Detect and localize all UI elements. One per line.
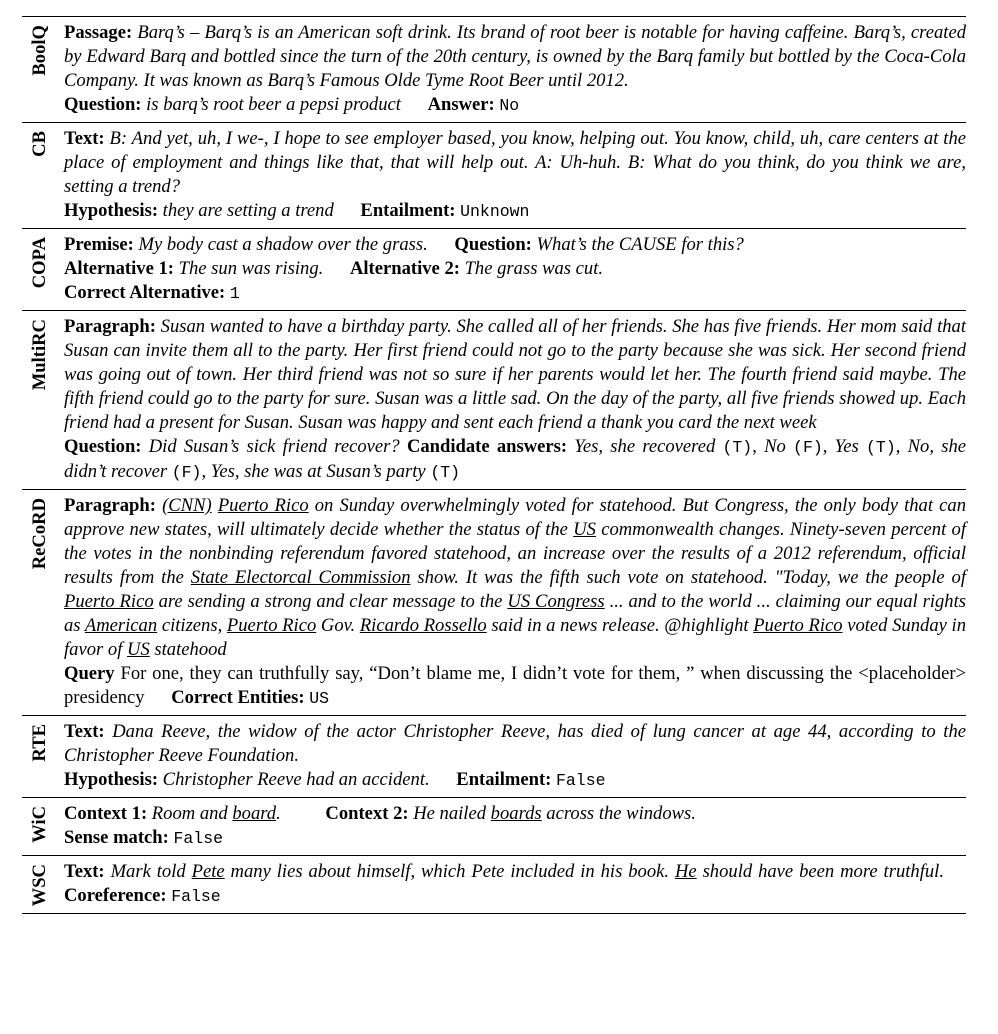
entity-mention: Ricardo Rossello: [359, 615, 487, 636]
question-text: What’s the CAUSE for this?: [536, 234, 744, 255]
candidate-answer: Yes, she was at Susan’s party: [210, 461, 426, 482]
entailment-label: Entailment:: [360, 200, 456, 221]
example-content: [64, 720, 966, 793]
query-label: Query: [64, 663, 115, 684]
paragraph-label: Paragraph:: [64, 495, 156, 516]
candidate-answer-label: (F): [171, 463, 202, 482]
question-label: Question:: [64, 94, 142, 115]
entailment-value: False: [555, 771, 606, 790]
example-content: Paragraph: Susan wanted to have a birthday party. She called all of her friends. She has five friends. Her mom said that Susan can invite them all to the party. Her first friend could not go to the party because she was sick. Her second friend was going out of town. Her third friend was not so sure if her parents would let her. The fourth friend said maybe. The fifth friend could go to the party for sure. Susan was a little sad. On the day of the party, all five friends showed up. Each friend had a present for Susan. Susan was happy and sent each friend a thank you card the next week Question: Did Susan’s sick friend recover? Candidate answers: Yes, she recovered (T), No (F), Yes (T), No, she didn’t recover (F), Yes, she was at Susan’s party (T): [64, 316, 966, 482]
text-body: Dana Reeve, the widow of the actor Christopher Reeve, has died of lung cancer at age 44, according to the Christopher Reeve Foundation.: [64, 721, 966, 766]
example-content: [64, 233, 966, 306]
answer-value: No: [499, 96, 520, 115]
hypothesis-text: they are setting a trend: [162, 200, 334, 221]
context-2-text: He nailed boards across the windows.: [413, 803, 696, 824]
text-body: Mark told Pete many lies about himself, which Pete included in his book. He should have been more truthful.: [110, 861, 944, 882]
entity-mention: Puerto Rico: [217, 495, 309, 516]
query-text: For one, they can truthfully say, “Don’t blame me, I didn’t vote for them, ” when discussing the <placeholder> presidency: [64, 663, 966, 708]
candidate-answer-label: (T): [430, 463, 461, 482]
alternative-1-label: Alternative 1:: [64, 258, 174, 279]
task-name-cell: [25, 856, 55, 913]
task-name: WiC: [29, 806, 50, 843]
paragraph-text: Susan wanted to have a birthday party. She called all of her friends. She has five friends. Her mom said that Susan can invite them all to the party. Her first friend could not go to the party because she was sick. Her second friend was going out of town. Her third friend was not so sure if her parents would let her. The fourth friend said maybe. The fifth friend could go to the party for sure. Susan was a little sad. On the day of the party, all five friends showed up. Each friend had a present for Susan. Susan was happy and sent each friend a thank you card the next week: [64, 316, 966, 433]
entity-mention: Puerto Rico: [64, 591, 154, 612]
example-content: [64, 127, 966, 224]
task-name-cell: [25, 229, 55, 310]
text-label: Text:: [64, 861, 105, 882]
target-word: boards: [490, 803, 542, 824]
task-name: WSC: [29, 864, 50, 907]
task-name: ReCoRD: [29, 498, 50, 570]
table-row-wsc: [22, 855, 966, 913]
example-content: [64, 802, 966, 851]
passage-label: Passage:: [64, 22, 133, 43]
table-row-multirc: [22, 310, 966, 489]
candidate-answer: No, she didn’t recover: [64, 436, 966, 482]
table-row-record: [22, 489, 966, 715]
task-name: COPA: [29, 237, 50, 289]
entity-mention: US Congress: [507, 591, 605, 612]
entity-mention: US: [573, 519, 596, 540]
entity-mention: (CNN): [162, 495, 212, 516]
task-name-cell: [25, 798, 55, 855]
entity-mention: State Electorcal Commission: [190, 567, 411, 588]
candidate-answer: Yes: [834, 436, 859, 457]
task-name: BoolQ: [29, 25, 50, 76]
task-name-cell: [25, 490, 55, 715]
task-name-cell: [25, 716, 55, 797]
coreference-label: Coreference:: [64, 885, 167, 906]
entity-mention: Puerto Rico: [753, 615, 843, 636]
sense-match-label: Sense match:: [64, 827, 169, 848]
task-examples-table: [22, 16, 966, 914]
candidate-answer: Yes, she recovered: [574, 436, 716, 457]
alternative-1-text: The sun was rising.: [178, 258, 324, 279]
correct-entities-label: Correct Entities:: [171, 687, 305, 708]
question-label: Question:: [64, 436, 142, 457]
passage-text: Barq’s – Barq’s is an American soft drink. Its brand of root beer is notable for having caffeine. Barq’s, created by Edward Barq and bottled since the turn of the 20th century, is owned by the Barq family but bottled by the Coca-Cola Company. It was known as Barq’s Famous Olde Tyme Root Beer until 2012.: [64, 22, 966, 91]
example-content: [64, 494, 966, 711]
candidate-answers-label: Candidate answers:: [406, 436, 568, 457]
task-name: CB: [29, 131, 50, 157]
candidate-answer-label: (T): [866, 438, 896, 457]
context-1-label: Context 1:: [64, 803, 148, 824]
question-text: is barq’s root beer a pepsi product: [146, 94, 401, 115]
correct-alternative-label: Correct Alternative:: [64, 282, 226, 303]
table-row-wic: [22, 797, 966, 855]
hypothesis-label: Hypothesis:: [64, 769, 159, 790]
candidate-answer-label: (T): [722, 438, 753, 457]
target-word: board: [232, 803, 277, 824]
paragraph-label: Paragraph:: [64, 316, 156, 337]
coreference-value: False: [171, 887, 221, 906]
coreference-span: He: [674, 861, 697, 882]
table-row-cb: [22, 122, 966, 228]
premise-label: Premise:: [64, 234, 134, 255]
text-label: Text:: [64, 721, 105, 742]
entailment-label: Entailment:: [456, 769, 552, 790]
correct-alternative-value: 1: [229, 284, 240, 303]
entailment-value: Unknown: [460, 202, 530, 221]
correct-entities-value: US: [309, 689, 330, 708]
table-row-boolq: [22, 17, 966, 122]
text-body: B: And yet, uh, I we-, I hope to see employer based, you know, helping out. You know, child, uh, care centers at the place of employment and things like that, that will help out. A: Uh-huh. B: What do you think, do you think we are, setting a trend?: [64, 128, 966, 197]
sense-match-value: False: [173, 829, 224, 848]
candidate-answer: No: [764, 436, 786, 457]
table-row-copa: [22, 228, 966, 310]
alternative-2-label: Alternative 2:: [349, 258, 460, 279]
entity-mention: US: [127, 639, 150, 660]
table-row-rte: [22, 715, 966, 797]
entity-mention: American: [84, 615, 158, 636]
task-name: MultiRC: [29, 319, 50, 391]
example-content: [64, 21, 966, 118]
paragraph-text: (CNN) Puerto Rico on Sunday overwhelmingly voted for statehood. But Congress, the only body that can approve new states, will ultimately decide whether the status of the US commonwealth changes. Ninety-seven percent of the votes in the nonbinding referendum favored statehood, an increase over the results of a 2012 referendum, official results from the State Electorcal Commission show. It was the fifth such vote on statehood. "Today, we the people of Puerto Rico are sending a strong and clear message to the US Congress ... and to the world ... claiming our equal rights as American citizens, Puerto Rico Gov. Ricardo Rossello said in a news release. @highlight Puerto Rico voted Sunday in favor of US statehood: [64, 495, 966, 660]
task-name-cell: [25, 17, 55, 122]
context-2-label: Context 2:: [325, 803, 409, 824]
entity-mention: Puerto Rico: [226, 615, 317, 636]
task-name: RTE: [29, 724, 50, 762]
candidate-answer-label: (F): [793, 438, 823, 457]
question-text: Did Susan’s sick friend recover?: [148, 436, 400, 457]
task-name-cell: [25, 123, 55, 228]
context-1-text: Room and board.: [151, 803, 281, 824]
answer-label: Answer:: [427, 94, 495, 115]
hypothesis-text: Christopher Reeve had an accident.: [162, 769, 430, 790]
hypothesis-label: Hypothesis:: [64, 200, 159, 221]
coreference-span: Pete: [191, 861, 225, 882]
question-label: Question:: [454, 234, 532, 255]
text-label: Text:: [64, 128, 105, 149]
task-name-cell: [25, 311, 55, 489]
alternative-2-text: The grass was cut.: [464, 258, 604, 279]
premise-text: My body cast a shadow over the grass.: [138, 234, 428, 255]
example-content: [64, 860, 966, 909]
